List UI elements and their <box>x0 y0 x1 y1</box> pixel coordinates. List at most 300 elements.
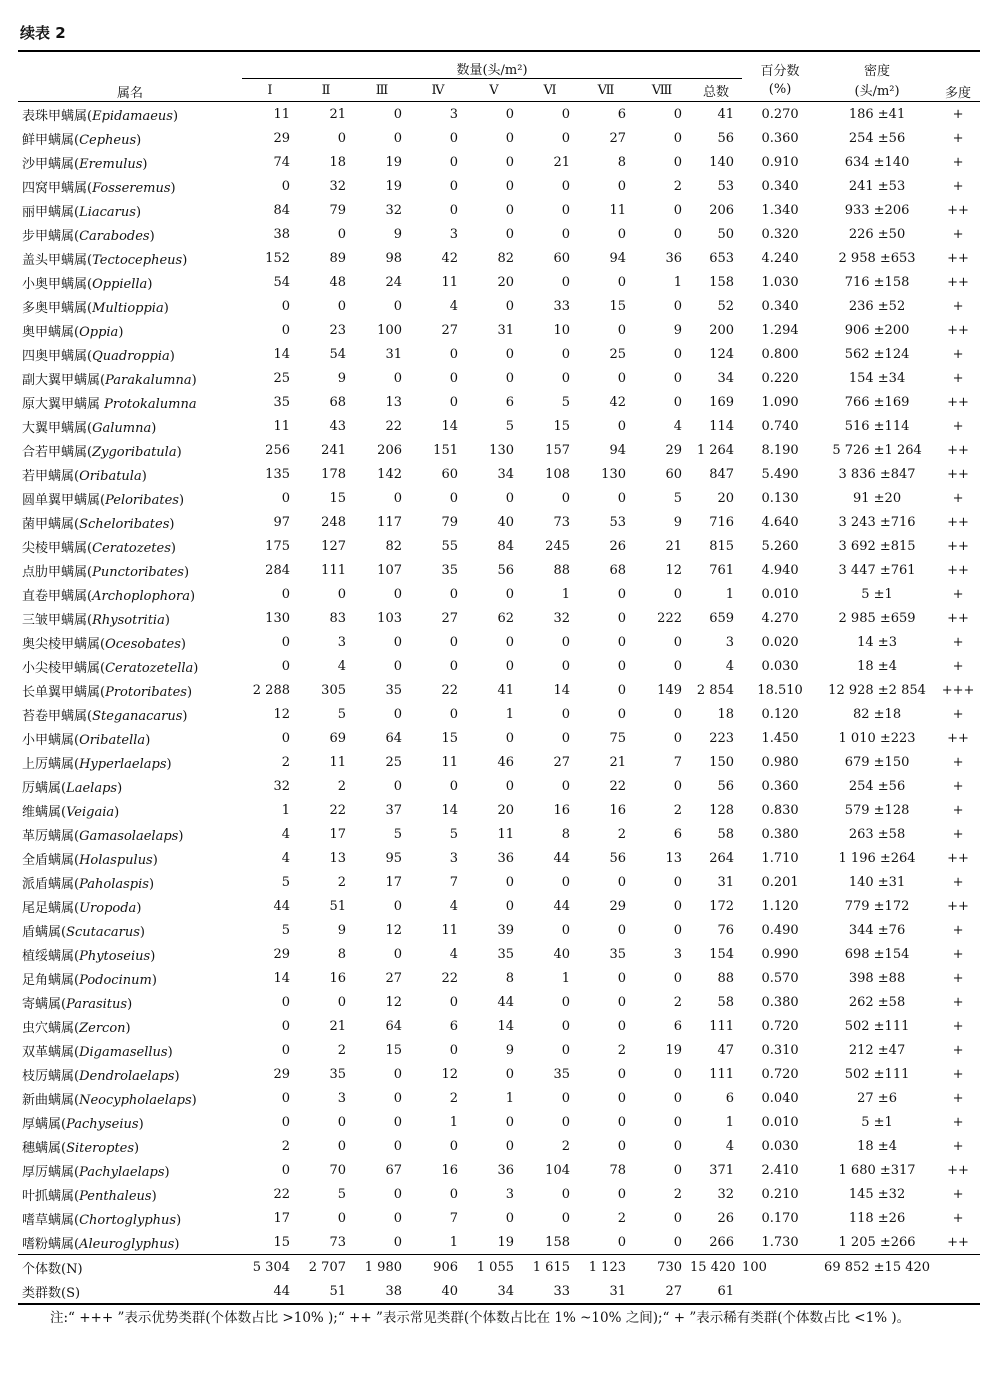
site-count: 0 <box>505 1114 514 1130</box>
site-count: 2 <box>673 802 682 818</box>
genus-cn: 菌甲螨属 <box>22 516 75 532</box>
site-count: 0 <box>561 130 570 146</box>
site-count: 5 <box>281 922 290 938</box>
site-count: 0 <box>393 298 402 314</box>
abundance-value <box>936 1255 980 1280</box>
table-row <box>18 366 980 390</box>
genus-name: 嗜粉螨属(Aleuroglyphus) <box>22 1236 180 1252</box>
density-value: 398 ±88 <box>848 970 906 986</box>
genus-latin: Cepheus <box>79 132 137 148</box>
site-count: 0 <box>673 298 682 314</box>
abundance-value: ++ <box>947 514 969 530</box>
table-row <box>18 246 980 270</box>
genus-name: 长单翼甲螨属(Protoribates) <box>22 684 193 700</box>
site-count: 11 <box>441 922 458 938</box>
site-count: 5 <box>505 418 514 434</box>
site-count: 1 055 <box>466 1255 522 1280</box>
genus-name: 厚厉螨属(Pachylaelaps) <box>22 1164 170 1180</box>
density-value: 69 852 ±15 420 <box>818 1255 936 1280</box>
total-count: 653 <box>709 250 735 266</box>
site-count: 29 <box>273 946 290 962</box>
site-count: 22 <box>273 1186 290 1202</box>
percent-value: 0.030 <box>761 658 799 674</box>
genus-latin: Uropoda <box>79 900 137 916</box>
genus-cn: 原大翼甲螨属 <box>22 396 105 412</box>
total-count: 206 <box>709 202 735 218</box>
site-count: 0 <box>393 946 402 962</box>
site-count: 25 <box>609 346 626 362</box>
genus-latin: Neocypholaelaps <box>79 1092 192 1108</box>
site-count: 42 <box>441 250 458 266</box>
site-count: 0 <box>617 178 626 194</box>
site-count: 1 <box>505 706 514 722</box>
site-count: 0 <box>281 178 290 194</box>
abundance-value: + <box>952 946 964 962</box>
genus-name: 小奥甲螨属(Oppiella) <box>22 276 153 292</box>
percent-value: 0.570 <box>761 970 799 986</box>
site-count: 8 <box>617 154 626 170</box>
site-count: 108 <box>545 466 570 482</box>
site-count: 82 <box>497 250 514 266</box>
site-count: 53 <box>609 514 626 530</box>
percent-value: 1.294 <box>761 322 799 338</box>
percent-value: 0.910 <box>761 154 799 170</box>
site-count: 107 <box>377 562 402 578</box>
site-count: 26 <box>609 538 626 554</box>
site-count: 0 <box>393 706 402 722</box>
site-count: 111 <box>321 562 346 578</box>
percent-value: 0.040 <box>761 1090 799 1106</box>
genus-cn: 小甲螨属 <box>22 732 75 748</box>
abundance-value: ++ <box>947 538 969 554</box>
percent-value: 1.710 <box>761 850 799 866</box>
genus-latin: Holaspulus <box>79 852 153 868</box>
genus-name <box>18 390 242 414</box>
genus-latin: Quadroppia <box>92 348 170 364</box>
abundance-value: ++ <box>947 466 969 482</box>
site-count: 100 <box>377 322 402 338</box>
total-count: 150 <box>709 754 735 770</box>
site-count: 130 <box>601 466 626 482</box>
abundance-value: ++ <box>947 274 969 290</box>
site-count: 0 <box>505 490 514 506</box>
site-count: 32 <box>273 778 290 794</box>
site-count: 0 <box>281 490 290 506</box>
site-count: 0 <box>393 1186 402 1202</box>
site-count: 241 <box>321 442 346 458</box>
genus-cn: 若甲螨属 <box>22 468 75 484</box>
site-count: 5 <box>337 706 346 722</box>
site-count: 0 <box>505 658 514 674</box>
site-count: 12 <box>441 1066 458 1082</box>
table-row <box>18 270 980 294</box>
site-count: 38 <box>354 1279 410 1304</box>
genus-latin: Archoplophora <box>92 588 190 604</box>
site-count: 0 <box>561 490 570 506</box>
site-count: 27 <box>553 754 570 770</box>
genus-name: 直卷甲螨属(Archoplophora) <box>22 588 196 604</box>
genus-cn: 双革螨属 <box>22 1044 75 1060</box>
site-count: 25 <box>385 754 402 770</box>
site-count: 1 <box>449 1234 458 1250</box>
density-value: 3 692 ±815 <box>838 538 916 554</box>
total-count: 41 <box>717 106 735 122</box>
site-count: 31 <box>578 1279 634 1304</box>
site-count: 0 <box>617 322 626 338</box>
site-count: 284 <box>265 562 290 578</box>
genus-latin: Phytoseius <box>79 948 151 964</box>
header-density: 密度 <box>818 51 936 79</box>
header-quantity: 数量(头/m²) <box>242 51 742 79</box>
site-count: 0 <box>673 634 682 650</box>
site-count: 88 <box>553 562 570 578</box>
site-count: 0 <box>617 274 626 290</box>
site-count: 0 <box>617 1018 626 1034</box>
site-count: 2 <box>449 1090 458 1106</box>
site-count: 14 <box>497 1018 514 1034</box>
site-count: 0 <box>617 682 626 698</box>
site-count: 5 <box>393 826 402 842</box>
site-count: 6 <box>673 1018 682 1034</box>
site-count: 27 <box>441 610 458 626</box>
site-count: 0 <box>673 706 682 722</box>
site-count: 0 <box>505 370 514 386</box>
site-count: 0 <box>673 778 682 794</box>
percent-value: 0.360 <box>761 778 799 794</box>
table-row <box>18 390 980 414</box>
site-count: 0 <box>393 1066 402 1082</box>
site-count: 0 <box>449 1138 458 1154</box>
total-count: 31 <box>717 874 735 890</box>
total-count: 76 <box>717 922 735 938</box>
abundance-value: + <box>952 1066 964 1082</box>
genus-name: 枝厉螨属(Dendrolaelaps) <box>22 1068 180 1084</box>
site-count: 0 <box>281 994 290 1010</box>
abundance-value: + <box>952 826 964 842</box>
site-count: 0 <box>449 130 458 146</box>
genus-name: 双革螨属(Digamasellus) <box>22 1044 173 1060</box>
site-count: 142 <box>377 466 402 482</box>
site-count: 0 <box>281 1162 290 1178</box>
site-count: 48 <box>329 274 346 290</box>
percent-value: 0.270 <box>761 106 799 122</box>
site-count: 0 <box>281 1090 290 1106</box>
site-count: 0 <box>281 1018 290 1034</box>
site-count: 21 <box>329 106 346 122</box>
total-count: 716 <box>709 514 735 530</box>
site-count: 0 <box>337 586 346 602</box>
site-count: 2 <box>673 1186 682 1202</box>
site-count: 0 <box>393 1234 402 1250</box>
site-count: 1 123 <box>578 1255 634 1280</box>
site-count: 15 <box>441 730 458 746</box>
site-count: 0 <box>337 226 346 242</box>
total-count: 111 <box>709 1018 735 1034</box>
table-row <box>18 1158 980 1182</box>
total-count: 15 420 <box>690 1255 742 1280</box>
total-count: 32 <box>717 1186 735 1202</box>
site-count: 35 <box>385 682 402 698</box>
site-count: 24 <box>385 274 402 290</box>
percent-value: 0.020 <box>761 634 799 650</box>
abundance-value: ++ <box>947 202 969 218</box>
site-count: 0 <box>617 994 626 1010</box>
abundance-value: + <box>952 658 964 674</box>
total-count: 371 <box>709 1162 735 1178</box>
genus-cn: 圆单翼甲螨属 <box>22 492 101 508</box>
site-count: 29 <box>665 442 682 458</box>
site-count: 1 <box>673 274 682 290</box>
density-value: 27 ±6 <box>857 1090 897 1106</box>
percent-value: 1.340 <box>761 202 799 218</box>
site-count: 0 <box>673 970 682 986</box>
percent-value: 4.940 <box>761 562 799 578</box>
site-count: 0 <box>449 778 458 794</box>
genus-latin: Digamasellus <box>79 1044 168 1060</box>
total-count: 659 <box>709 610 735 626</box>
genus-cn: 维螨属 <box>22 804 62 820</box>
site-count: 0 <box>617 586 626 602</box>
site-count: 32 <box>385 202 402 218</box>
site-count: 0 <box>337 298 346 314</box>
site-count: 34 <box>497 466 514 482</box>
site-count: 9 <box>337 922 346 938</box>
site-count: 9 <box>337 370 346 386</box>
site-count: 0 <box>505 898 514 914</box>
abundance-value: + <box>952 178 964 194</box>
site-count: 0 <box>393 106 402 122</box>
site-count: 0 <box>505 298 514 314</box>
total-count: 124 <box>709 346 735 362</box>
site-count: 0 <box>561 658 570 674</box>
genus-cn: 新曲螨属 <box>22 1092 75 1108</box>
table-row <box>18 846 980 870</box>
site-count: 41 <box>497 682 514 698</box>
site-count: 9 <box>393 226 402 242</box>
site-count: 8 <box>561 826 570 842</box>
site-count: 2 <box>281 754 290 770</box>
total-count: 169 <box>709 394 735 410</box>
genus-latin: Carabodes <box>79 228 150 244</box>
percent-value: 0.380 <box>761 994 799 1010</box>
site-count: 0 <box>393 1090 402 1106</box>
abundance-value: + <box>952 1018 964 1034</box>
density-value: 1 680 ±317 <box>838 1162 916 1178</box>
total-count: 47 <box>717 1042 735 1058</box>
header-site: Ⅱ <box>298 79 354 102</box>
site-count: 0 <box>673 898 682 914</box>
table-row <box>18 894 980 918</box>
site-count: 0 <box>449 394 458 410</box>
site-count: 256 <box>265 442 290 458</box>
site-count: 0 <box>281 1114 290 1130</box>
abundance-value: ++ <box>947 850 969 866</box>
table-row <box>18 318 980 342</box>
table-row <box>18 222 980 246</box>
site-count: 0 <box>617 610 626 626</box>
header-site: Ⅶ <box>578 79 634 102</box>
site-count: 178 <box>321 466 346 482</box>
genus-name: 革厉螨属(Gamasolaelaps) <box>22 828 184 844</box>
site-count: 98 <box>385 250 402 266</box>
table-row <box>18 582 980 606</box>
table-row <box>18 942 980 966</box>
genus-cn: 奥甲螨属 <box>22 324 75 340</box>
density-value: 698 ±154 <box>844 946 910 962</box>
genus-name: 维螨属(Veigaia) <box>22 804 120 820</box>
site-count: 0 <box>393 490 402 506</box>
site-count: 0 <box>505 1210 514 1226</box>
site-count: 84 <box>273 202 290 218</box>
site-count: 11 <box>497 826 514 842</box>
site-count: 0 <box>449 658 458 674</box>
table-row <box>18 414 980 438</box>
site-count: 0 <box>673 1234 682 1250</box>
site-count: 0 <box>505 226 514 242</box>
site-count: 21 <box>665 538 682 554</box>
abundance-value: ++ <box>947 1162 969 1178</box>
site-count: 3 <box>337 1090 346 1106</box>
site-count: 21 <box>553 154 570 170</box>
site-count: 0 <box>561 994 570 1010</box>
percent-value: 0.360 <box>761 130 799 146</box>
density-value: 82 ±18 <box>852 706 902 722</box>
percent-value: 1.730 <box>761 1234 799 1250</box>
density-value: 502 ±111 <box>844 1018 910 1034</box>
density-value: 562 ±124 <box>844 346 910 362</box>
abundance-value: + <box>952 922 964 938</box>
total-count: 26 <box>717 1210 735 1226</box>
site-count: 16 <box>609 802 626 818</box>
total-count: 2 854 <box>696 682 735 698</box>
site-count: 20 <box>497 274 514 290</box>
genus-cn: 厚螨属 <box>22 1116 62 1132</box>
table-row <box>18 702 980 726</box>
site-count: 1 <box>505 1090 514 1106</box>
site-count: 44 <box>242 1279 298 1304</box>
site-count: 0 <box>617 706 626 722</box>
site-count: 1 <box>561 586 570 602</box>
genus-cn: 三皱甲螨属 <box>22 612 88 628</box>
site-count: 0 <box>673 1162 682 1178</box>
percent-value: 0.380 <box>761 826 799 842</box>
site-count: 29 <box>273 130 290 146</box>
density-value: 716 ±158 <box>844 274 910 290</box>
density-value: 5 726 ±1 264 <box>832 442 922 458</box>
header-site: Ⅰ <box>242 79 298 102</box>
table-row <box>18 678 980 702</box>
genus-name: 三皱甲螨属(Rhysotritia) <box>22 612 170 628</box>
site-count: 0 <box>561 1018 570 1034</box>
site-count: 0 <box>561 370 570 386</box>
site-count: 730 <box>634 1255 690 1280</box>
site-count: 0 <box>281 1042 290 1058</box>
genus-latin: Steganacarus <box>92 708 183 724</box>
abundance-value: + <box>952 298 964 314</box>
total-count: 154 <box>709 946 735 962</box>
site-count: 40 <box>553 946 570 962</box>
site-count: 15 <box>385 1042 402 1058</box>
site-count: 95 <box>385 850 402 866</box>
density-value: 344 ±76 <box>848 922 906 938</box>
site-count: 9 <box>673 322 682 338</box>
density-value: 2 958 ±653 <box>838 250 916 266</box>
abundance-value: + <box>952 370 964 386</box>
site-count: 2 <box>561 1138 570 1154</box>
site-count: 0 <box>281 658 290 674</box>
table-row <box>18 1038 980 1062</box>
site-count: 60 <box>441 466 458 482</box>
site-count: 0 <box>449 1186 458 1202</box>
site-count: 2 <box>337 1042 346 1058</box>
percent-value: 5.490 <box>761 466 799 482</box>
site-count: 22 <box>441 682 458 698</box>
abundance-value: + <box>952 802 964 818</box>
genus-latin: Multioppia <box>92 300 164 316</box>
site-count: 0 <box>505 778 514 794</box>
site-count: 0 <box>617 490 626 506</box>
site-count: 130 <box>489 442 514 458</box>
site-count: 22 <box>385 418 402 434</box>
genus-cn: 表珠甲螨属 <box>22 108 88 124</box>
site-count: 103 <box>377 610 402 626</box>
site-count: 27 <box>609 130 626 146</box>
percent-value: 0.720 <box>761 1066 799 1082</box>
genus-name: 上厉螨属(Hyperlaelaps) <box>22 756 172 772</box>
table-row <box>18 486 980 510</box>
total-count: 34 <box>717 370 735 386</box>
site-count: 0 <box>617 1186 626 1202</box>
site-count: 22 <box>329 802 346 818</box>
abundance-value: ++ <box>947 322 969 338</box>
site-count: 0 <box>505 1066 514 1082</box>
table-row <box>18 174 980 198</box>
genus-name: 四奥甲螨属(Quadroppia) <box>22 348 175 364</box>
site-count: 74 <box>273 154 290 170</box>
site-count: 0 <box>393 1138 402 1154</box>
genus-latin: Ceratozetella <box>105 660 194 676</box>
density-value: 516 ±114 <box>844 418 910 434</box>
genus-name: 小尖棱甲螨属(Ceratozetella) <box>22 660 199 676</box>
site-count: 0 <box>617 922 626 938</box>
density-value: 18 ±4 <box>857 658 897 674</box>
genus-name: 鲜甲螨属(Cepheus) <box>22 132 142 148</box>
site-count: 0 <box>449 490 458 506</box>
site-count: 34 <box>466 1279 522 1304</box>
site-count: 0 <box>673 154 682 170</box>
site-count: 13 <box>665 850 682 866</box>
site-count: 16 <box>553 802 570 818</box>
site-count: 135 <box>265 466 290 482</box>
table-row <box>18 1014 980 1038</box>
density-value: 254 ±56 <box>848 130 906 146</box>
genus-latin: Penthaleus <box>79 1188 152 1204</box>
site-count: 6 <box>449 1018 458 1034</box>
site-count: 0 <box>617 658 626 674</box>
genus-name: 叶抓螨属(Penthaleus) <box>22 1188 157 1204</box>
genus-cn: 厚厉螨属 <box>22 1164 75 1180</box>
abundance-value: + <box>952 778 964 794</box>
site-count: 64 <box>385 730 402 746</box>
density-value: 5 ±1 <box>861 586 893 602</box>
site-count: 0 <box>673 1090 682 1106</box>
density-value: 18 ±4 <box>857 1138 897 1154</box>
site-count: 14 <box>441 418 458 434</box>
site-count: 39 <box>497 922 514 938</box>
site-count: 0 <box>449 154 458 170</box>
header-site: Ⅴ <box>466 79 522 102</box>
site-count: 1 <box>449 1114 458 1130</box>
